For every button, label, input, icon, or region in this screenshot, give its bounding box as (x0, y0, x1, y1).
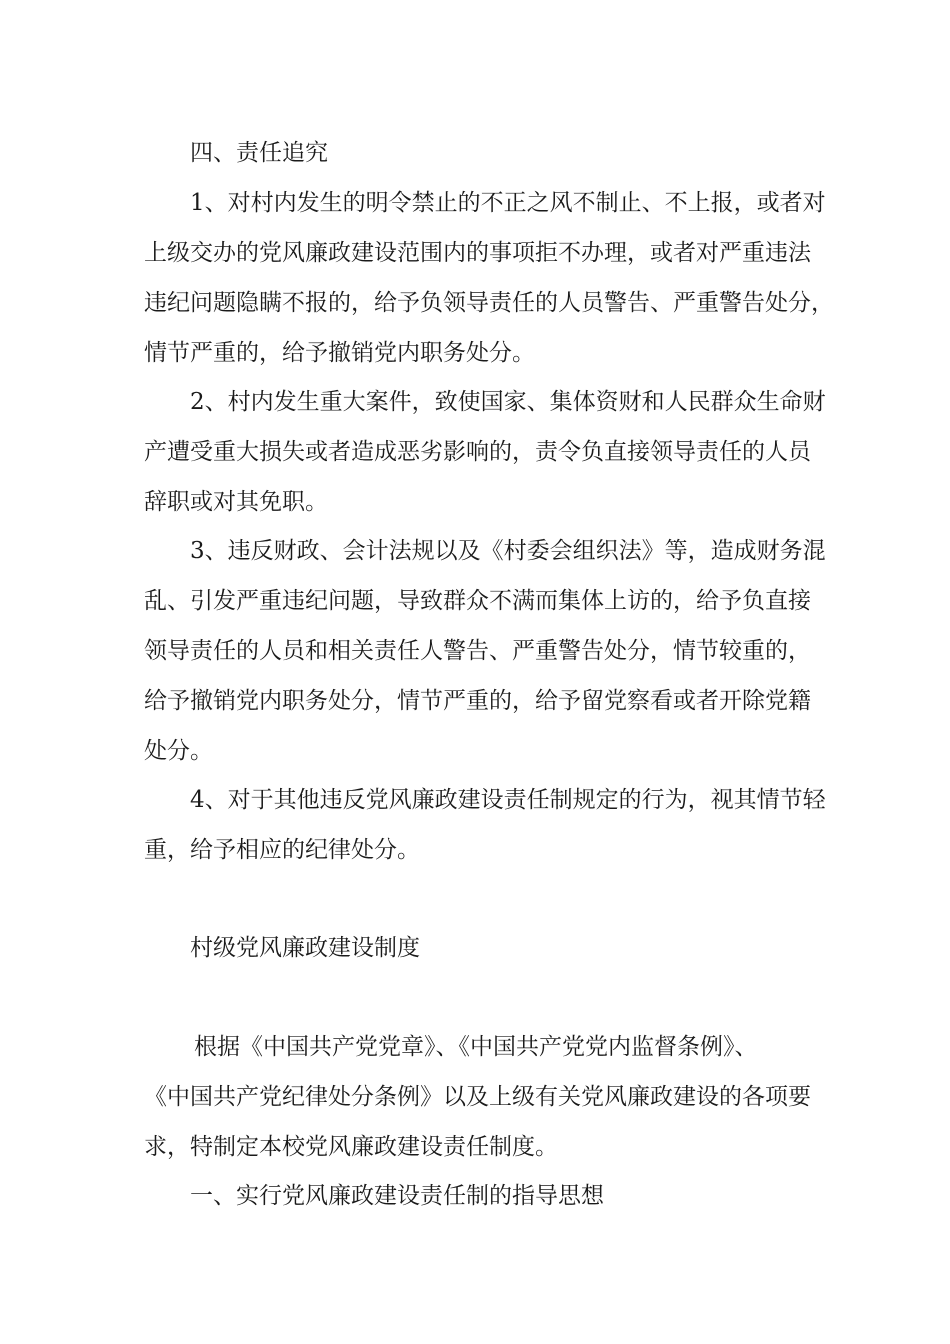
paragraph-line: 根据《中国共产党党章》、《中国共产党党内监督条例》、 (194, 1034, 758, 1060)
paragraph-line: 辞职或对其免职。 (144, 489, 328, 515)
section-4-heading-block (144, 128, 814, 178)
paragraph-line: 给予撤销党内职务处分，情节严重的，给予留党察看或者开除党籍 (144, 688, 811, 714)
paragraph-line: 4、对于其他违反党风廉政建设责任制规定的行为，视其情节轻 (190, 787, 826, 813)
paragraph-line: 重，给予相应的纪律处分。 (144, 837, 420, 863)
paragraph-line: 上级交办的党风廉政建设范围内的事项拒不办理，或者对严重违法 (144, 240, 811, 266)
paragraph-line: 产遭受重大损失或者造成恶劣影响的，责令负直接领导责任的人员 (144, 439, 811, 465)
paragraph-line: 1、对村内发生的明令禁止的不正之风不制止、不上报，或者对 (190, 190, 826, 216)
section-4-item-2 (144, 377, 826, 527)
document-title: 村级党风廉政建设制度 (190, 935, 420, 961)
paragraph-line: 领导责任的人员和相关责任人警告、严重警告处分，情节较重的， (144, 638, 811, 664)
paragraph-line: 情节严重的，给予撤销党内职务处分。 (144, 340, 535, 366)
paragraph-line: 求，特制定本校党风廉政建设责任制度。 (144, 1134, 558, 1160)
section-1-heading: 一、实行党风廉政建设责任制的指导思想 (190, 1183, 604, 1209)
paragraph-line: 3、违反财政、会计法规以及《村委会组织法》等，造成财务混 (190, 538, 826, 564)
section-4-item-3 (144, 526, 826, 776)
paragraph-line: 违纪问题隐瞒不报的，给予负领导责任的人员警告、严重警告处分， (144, 290, 834, 316)
section-4-item-4 (144, 775, 826, 875)
section-4-heading: 四、责任追究 (190, 140, 328, 166)
section-4-item-1 (144, 178, 834, 378)
paragraph-line: 乱、引发严重违纪问题，导致群众不满而集体上访的，给予负直接 (144, 588, 811, 614)
intro-paragraph (144, 1022, 814, 1172)
paragraph-line: 《中国共产党纪律处分条例》以及上级有关党风廉政建设的各项要 (144, 1084, 811, 1110)
paragraph-line: 处分。 (144, 738, 213, 764)
section-1-heading-block (144, 1171, 814, 1221)
document-title-block (144, 923, 814, 973)
paragraph-line: 2、村内发生重大案件，致使国家、集体资财和人民群众生命财 (190, 389, 826, 415)
